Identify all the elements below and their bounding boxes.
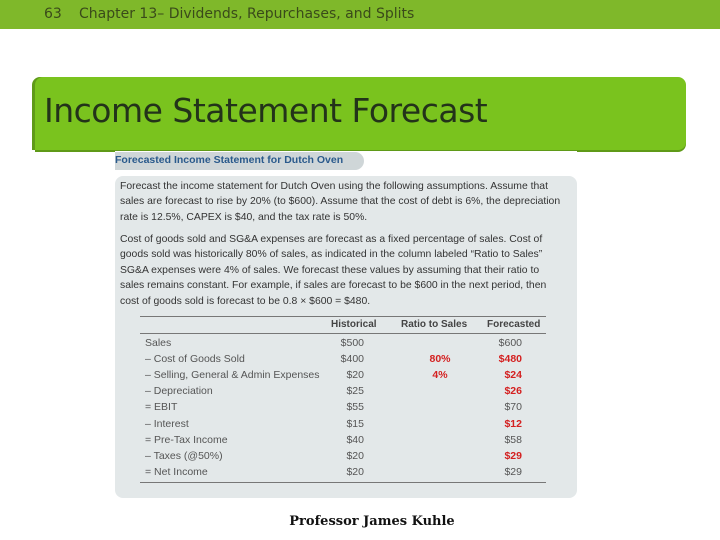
forecasted-value: $600 — [498, 337, 522, 349]
row-label: Sales — [145, 337, 172, 349]
forecasted-value: $26 — [504, 385, 522, 398]
table-row — [115, 369, 577, 385]
table-row — [115, 353, 577, 369]
row-label: = Pre-Tax Income — [145, 433, 228, 446]
forecasted-value: $480 — [498, 353, 522, 366]
forecasted-value: $70 — [504, 401, 522, 414]
table-row — [115, 401, 577, 417]
column-header-historical: Historical — [331, 319, 377, 330]
income-statement-figure — [115, 151, 577, 501]
historical-value: $40 — [346, 433, 364, 446]
footer — [0, 514, 720, 529]
row-label: = EBIT — [145, 401, 178, 414]
table-row — [115, 466, 577, 482]
header-bar — [0, 0, 720, 29]
forecasted-value: $12 — [504, 417, 522, 430]
historical-value: $20 — [346, 465, 364, 478]
historical-value: $55 — [346, 401, 364, 414]
column-header-forecasted: Forecasted — [487, 319, 541, 330]
table-bottom-rule — [140, 482, 546, 483]
row-label: – Interest — [145, 417, 189, 430]
row-label: – Taxes (@50%) — [145, 449, 223, 462]
method-paragraph: Cost of goods sold and SG&A expenses are forecast as a fixed percentage of sales. Cost of goods sold was historically 80% of sales, as indicated in the column labeled “Ratio to Sales” SG&A expenses were 4% of sales. We forecast these values by assuming that their ratio to sales remains constant. For example, if sales are forecast to be $600 in the next period, then cost of goods sold is forecast to be 0.8 × $600 = $480. — [120, 234, 547, 307]
forecasted-value: $29 — [504, 465, 522, 478]
table-row — [115, 450, 577, 466]
chapter-title: Chapter 13– Dividends, Repurchases, and Splits — [79, 6, 415, 22]
historical-value: $400 — [340, 353, 364, 366]
table-row — [115, 385, 577, 401]
forecasted-value: $29 — [504, 449, 522, 462]
figure-panel — [115, 176, 577, 498]
table-row — [115, 434, 577, 450]
row-label: – Depreciation — [145, 385, 213, 398]
title-box — [35, 77, 686, 150]
ratio-value: 80% — [429, 353, 451, 366]
historical-value: $25 — [346, 385, 364, 398]
historical-value: $20 — [346, 369, 364, 382]
row-label: = Net Income — [145, 465, 208, 478]
row-label: – Selling, General & Admin Expenses — [145, 369, 320, 382]
column-header-ratio: Ratio to Sales — [401, 319, 468, 330]
historical-value: $500 — [340, 337, 364, 349]
historical-value: $20 — [346, 449, 364, 462]
table-header-rule — [140, 333, 546, 334]
ratio-value: 4% — [432, 369, 448, 382]
table-top-rule — [140, 316, 546, 317]
forecasted-value: $24 — [504, 369, 522, 382]
slide-title: Income Statement Forecast — [44, 91, 488, 130]
historical-value: $15 — [346, 417, 364, 430]
forecasted-value: $58 — [504, 433, 522, 446]
table-row — [115, 418, 577, 434]
row-label: – Cost of Goods Sold — [145, 353, 245, 366]
table-row — [115, 337, 577, 353]
footer-author: Professor James Kuhle — [289, 514, 455, 529]
assumptions-paragraph: Forecast the income statement for Dutch Oven using the following assumptions. Assume that sales are forecast to rise by 20% (to $600). Assume that the cost of debt is 6%, the depreciation rate is 12.5%, CAPEX is $40, and the tax rate is 50%. — [120, 181, 561, 223]
figure-title: Forecasted Income Statement for Dutch Oven — [115, 154, 344, 166]
slide-number: 63 — [44, 6, 62, 22]
